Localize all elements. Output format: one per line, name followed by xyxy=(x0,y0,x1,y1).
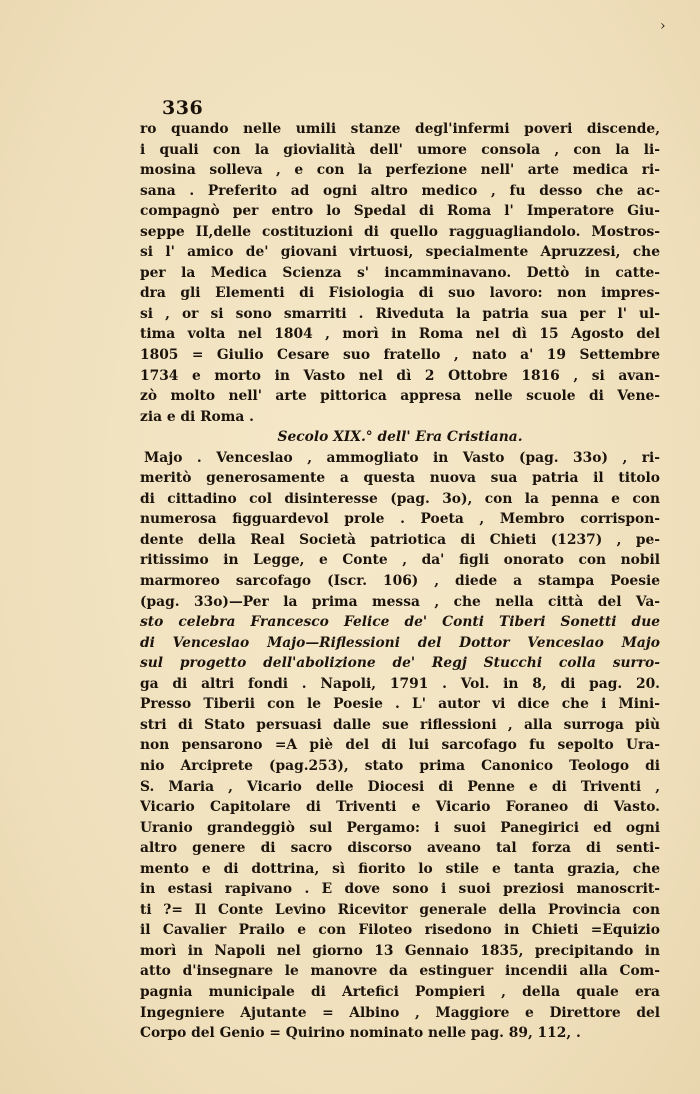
text-line: ti ?= Il Conte Levino Ricevitor generale della Provincia con xyxy=(140,901,660,918)
text-line: il Cavalier Prailo e con Filoteo risedono in Chieti =Equizio xyxy=(140,922,660,939)
text-line: Uranio grandeggiò sul Pergamo: i suoi Panegirici ed ogni xyxy=(140,819,660,836)
text-line: dra gli Elementi di Fisiologia di suo lavoro: non impres- xyxy=(140,285,660,302)
text-line: di cittadino col disinteresse (pag. 3o), con la penna e con xyxy=(140,490,660,507)
text-line: altro genere di sacro discorso aveano tal forza di senti- xyxy=(140,840,660,857)
text-line: Majo . Venceslao , ammogliato in Vasto (pag. 33o) , ri- xyxy=(144,449,660,466)
text-line: dente della Real Società patriotica di Chieti (1237) , pe- xyxy=(140,531,660,548)
text-line: sul progetto dell'abolizione de' Regj Stucchi colla surro- xyxy=(140,655,660,672)
text-line: i quali con la giovialità dell' umore consola , con la li- xyxy=(140,141,660,158)
text-line: non pensarono =A piè del di lui sarcofago fu sepolto Ura- xyxy=(140,737,660,754)
corner-mark: › xyxy=(660,18,666,34)
text-line: S. Maria , Vicario delle Diocesi di Penne e di Triventi , xyxy=(140,778,660,795)
text-line: numerosa figguardevol prole . Poeta , Membro corrispon- xyxy=(140,511,660,528)
text-line: nio Arciprete (pag.253), stato prima Canonico Teologo di xyxy=(140,757,660,774)
text-line: meritò generosamente a questa nuova sua patria il titolo xyxy=(140,470,660,487)
text-line: si , or si sono smarriti . Riveduta la patria sua per l' ul- xyxy=(140,305,660,322)
text-line: mosina solleva , e con la perfezione nell' arte medica ri- xyxy=(140,162,660,179)
text-line: compagnò per entro lo Spedal di Roma l' Imperatore Giu- xyxy=(140,203,660,220)
section-heading: Secolo XIX.° dell' Era Cristiana. xyxy=(277,429,523,446)
text-line: ritissimo in Legge, e Conte , da' figli onorato con nobil xyxy=(140,552,660,569)
text-line: zò molto nell' arte pittorica appresa nelle scuole di Vene- xyxy=(140,388,660,405)
text-line: morì in Napoli nel giorno 13 Gennaio 1835, precipitando in xyxy=(140,942,660,959)
text-line: marmoreo sarcofago (Iscr. 106) , diede a stampa Poesie xyxy=(140,573,660,590)
text-line: stri di Stato persuasi dalle sue riflessioni , alla surroga più xyxy=(140,716,660,733)
text-line: zia e di Roma . xyxy=(140,408,254,425)
text-line: Presso Tiberii con le Poesie . L' autor vi dice che i Mini- xyxy=(140,696,660,713)
text-line: 1805 = Giulio Cesare suo fratello , nato a' 19 Settembre xyxy=(140,347,660,364)
text-line: tima volta nel 1804 , morì in Roma nel dì 15 Agosto del xyxy=(140,326,660,343)
page-number: 336 xyxy=(162,97,204,119)
text-line: si l' amico de' giovani virtuosi, specialmente Apruzzesi, che xyxy=(140,244,660,261)
text-line: in estasi rapivano . E dove sono i suoi preziosi manoscrit- xyxy=(140,881,660,898)
text-line: 1734 e morto in Vasto nel dì 2 Ottobre 1816 , si avan- xyxy=(140,367,660,384)
text-line: pagnia municipale di Artefici Pompieri , della quale era xyxy=(140,983,660,1000)
text-line: seppe II,delle costituzioni di quello ragguagliandolo. Mostros- xyxy=(140,223,660,240)
body-text xyxy=(140,119,660,1044)
text-line: Vicario Capitolare di Triventi e Vicario Foraneo di Vasto. xyxy=(140,799,660,816)
text-line: Ingegniere Ajutante = Albino , Maggiore e Direttore del xyxy=(140,1004,660,1021)
text-line: ro quando nelle umili stanze degl'infermi poveri discende, xyxy=(140,121,660,137)
text-line: mento e di dottrina, sì fiorito lo stile e tanta grazia, che xyxy=(140,860,660,877)
text-line: (pag. 33o)—Per la prima messa , che nella città del Va- xyxy=(140,593,660,610)
text-line: atto d'insegnare le manovre da estinguer incendii alla Com- xyxy=(140,963,660,980)
text-line: Corpo del Genio = Quirino nominato nelle pag. 89, 112, . xyxy=(140,1025,581,1042)
text-line: sto celebra Francesco Felice de' Conti Tiberi Sonetti due xyxy=(140,614,660,631)
text-line: sana . Preferito ad ogni altro medico , fu desso che ac- xyxy=(140,182,660,199)
text-line: per la Medica Scienza s' incamminavano. Dettò in catte- xyxy=(140,264,660,281)
text-line: di Venceslao Majo—Riflessioni del Dottor Venceslao Majo xyxy=(140,634,660,651)
text-line: ga di altri fondi . Napoli, 1791 . Vol. in 8, di pag. 20. xyxy=(140,675,660,692)
